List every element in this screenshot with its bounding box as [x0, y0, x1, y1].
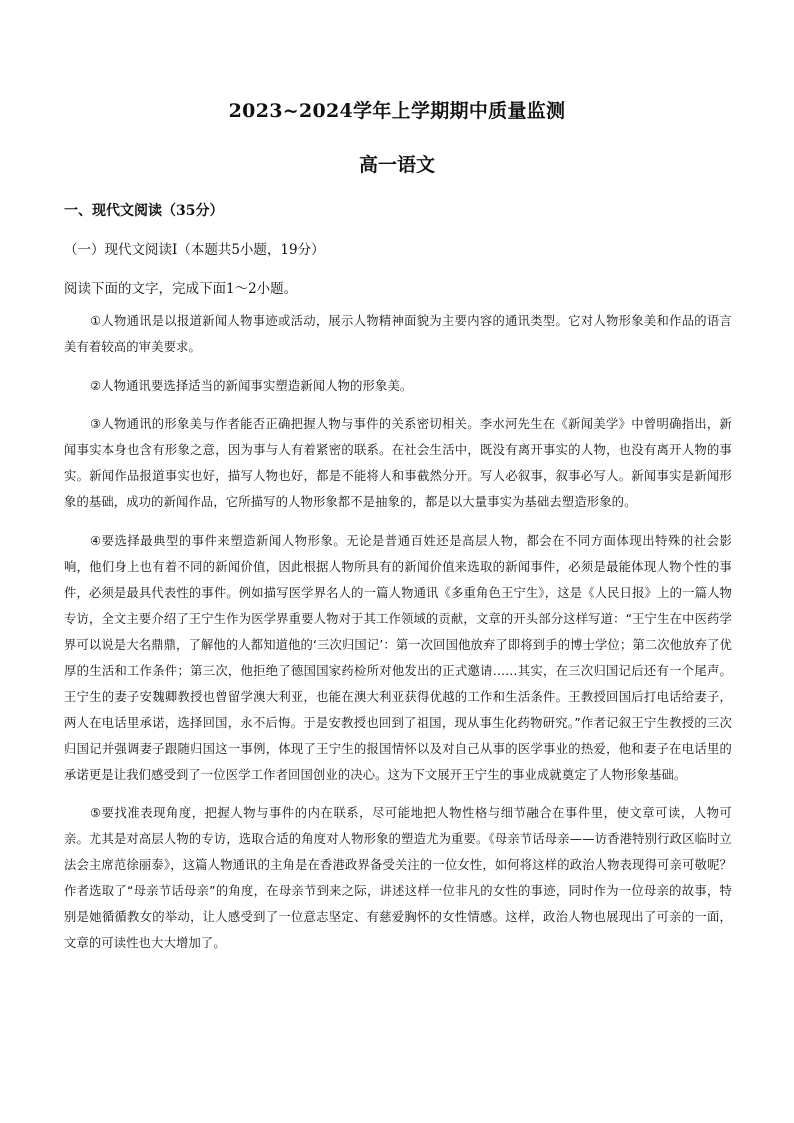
passage-paragraph-5: ⑤要找准表现角度，把握人物与事件的内在联系，尽可能地把人物性格与细节融合在事件里，使文章可读，人物可亲。尤其是对高层人物的专访，选取合适的角度对人物形象的塑造尤为重要。《母亲节话母亲——访香港特别行政区临时立法会主席范徐丽泰》，这篇人物通讯的主角是在香港政界备受关注的一位女性，如何将这样的政治人物表现得可亲可敬呢？作者选取了“母亲节话母亲”的角度，在母亲节到来之际，讲述这样一位非凡的女性的事迹，同时作为一位母亲的故事，特别是她循循教女的举动，让人感受到了一位意志坚定、有慈爱胸怀的女性情感。这样，政治人物也展现出了可亲的一面，文章的可读性也大大增加了。	[64, 806, 732, 950]
passage-paragraph-4: ④要选择最典型的事件来塑造新闻人物形象。无论是普通百姓还是高层人物，都会在不同方面体现出特殊的社会影响，他们身上也有着不同的新闻价值，因此根据人物所具有的新闻价值来选取的新闻事件，必须是最能体现人物个性的事件，必须是最具代表性的事件。例如描写医学界名人的一篇人物通讯《多重角色王宁生》，这是《人民日报》上的一篇人物专访，全文主要介绍了王宁生作为医学界重要人物对于其工作领域的贡献，文章的开头部分这样写道：“王宁生在中医药学界可以说是大名鼎鼎，了解他的人都知道他的‘三次归国记’：第一次回国他放弃了即将到手的博士学位；第二次他放弃了优厚的生活和工作条件；第三次，他拒绝了德国国家药检所对他发出的正式邀请……其实，在三次归国记后还有一个尾声。王宁生的妻子安魏卿教授也曾留学澳大利亚，也能在澳大利亚获得优越的工作和生活条件。王教授回国后打电话给妻子，两人在电话里承诺，选择回国，永不后悔。于是安教授也回到了祖国，现从事生化药物研究。”作者记叙王宁生教授的三次归国记并强调妻子跟随归国这一事例，体现了王宁生的报国情怀以及对自己从事的医学事业的热爱，他和妻子在电话里的承诺更是让我们感受到了一位医学工作者回国创业的决心。这为下文展开王宁生的事业成就奠定了人物形象基础。	[64, 533, 732, 782]
subject-title: 高一语文	[358, 154, 435, 176]
exam-title: 2023~2024学年上学期期中质量监测	[228, 100, 566, 122]
section-heading: 一、现代文阅读（35分）	[64, 203, 224, 219]
sub-section-heading: （一）现代文阅读Ⅰ（本题共5小题，19分）	[64, 242, 325, 258]
passage-paragraph-1: ①人物通讯是以报道新闻人物事迹或活动，展示人物精神面貌为主要内容的通讯类型。它对人物形象美和作品的语言美有着较高的审美要求。	[64, 314, 732, 354]
reading-passage	[64, 308, 732, 969]
passage-paragraph-3: ③人物通讯的形象美与作者能否正确把握人物与事件的关系密切相关。李水河先生在《新闻美学》中曾明确指出，新闻事实本身也含有形象之意，因为事与人有着紧密的联系。在社会生活中，既没有离开事实的人物，也没有离开人物的事实。新闻作品报道事实也好，描写人物也好，都是不能将人和事截然分开。写人必叙事，叙事必写人。新闻事实是新闻形象的基础，成功的新闻作品，它所描写的人物形象都不是抽象的，都是以大量事实为基础去塑造形象的。	[64, 417, 732, 509]
reading-instruction: 阅读下面的文字，完成下面1～2小题。	[64, 281, 298, 297]
passage-paragraph-2: ②人物通讯要选择适当的新闻事实塑造新闻人物的形象美。	[90, 378, 413, 393]
